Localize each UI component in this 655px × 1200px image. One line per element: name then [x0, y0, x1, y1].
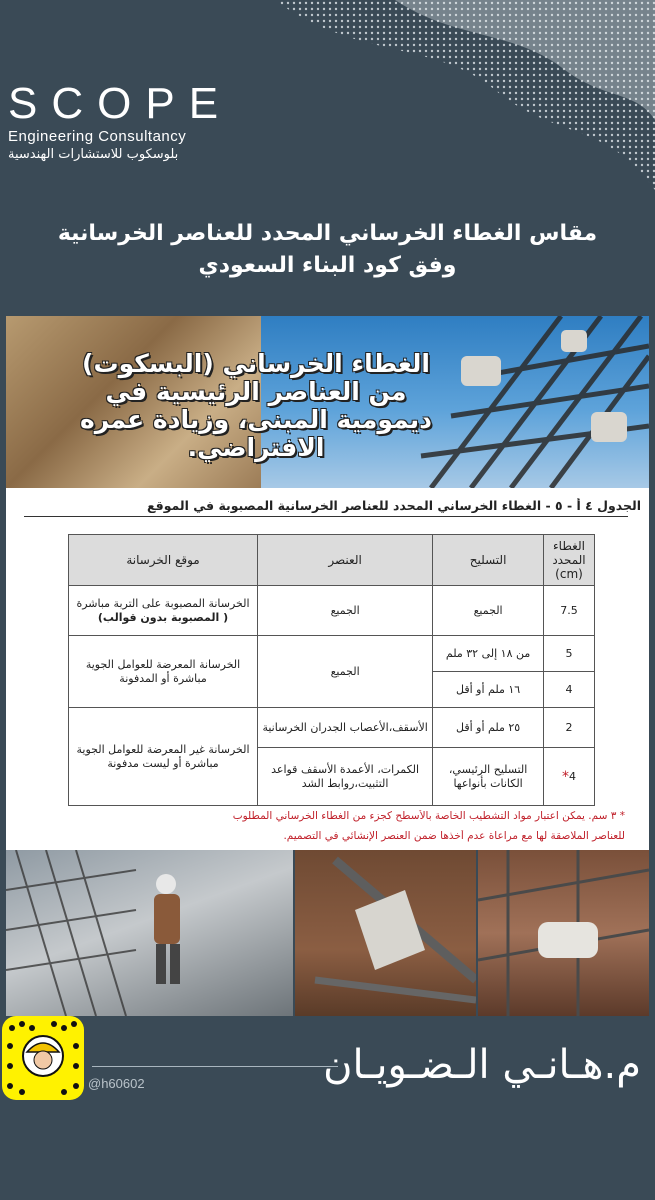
spacer-block-illustration: [295, 850, 476, 1016]
table-row: [69, 708, 595, 748]
snapchat-qr-code[interactable]: [2, 1016, 84, 1100]
table-footnote-1: * ٣ سم. يمكن اعتبار مواد التشطيب الخاصة بالأسطح كجزء من الغطاء الخرساني المطلوب: [232, 810, 625, 822]
header-reinforcement: التسليح: [433, 535, 544, 586]
table-header-row: [69, 535, 595, 586]
header-cover-label: الغطاء المحدد: [552, 539, 586, 567]
rebar-grid-illustration: [6, 850, 293, 1016]
top-photo-banner: [6, 316, 649, 488]
snapcode-icon: [2, 1016, 84, 1100]
logo-word: SCOPE: [8, 79, 233, 128]
caption-line-4: الافتراضي.: [187, 433, 325, 462]
table-row: [69, 586, 595, 636]
cell-location: [69, 586, 258, 636]
author-signature: م.هـانـي الـضـويـان: [323, 1042, 641, 1088]
bottom-photo-strip: [6, 850, 649, 1016]
header-cover: [544, 535, 595, 586]
spacer-on-rebar-photo: [478, 850, 649, 1016]
scope-logo: [8, 79, 233, 162]
rebar-wall-worker-photo: [6, 850, 293, 1016]
rebar-spacer-illustration: [478, 850, 649, 1016]
table-title: الجدول ٤ أ - ٥ - الغطاء الخرساني المحدد للعناصر الخرسانية المصبوبة في الموقع: [146, 498, 641, 513]
cell-cover: [544, 748, 595, 806]
cell-cover: 7.5: [544, 586, 595, 636]
cell-element: الجميع: [258, 636, 433, 708]
cell-element: الجميع: [258, 586, 433, 636]
cell-element: الأسقف،الأعصاب الجدران الخرسانية: [258, 708, 433, 748]
cell-cover: 5: [544, 636, 595, 672]
cell-cover: 2: [544, 708, 595, 748]
logo-subtitle: Engineering Consultancy: [8, 128, 187, 145]
cell-location: الخرسانة المعرضة للعوامل الجوية مباشرة أو المدفونة: [69, 636, 258, 708]
logo-subtitle-arabic: بلوسكوب للاستشارات الهندسية: [8, 147, 179, 162]
cell-location-text: الخرسانة المصبوبة على التربة مباشرة: [76, 596, 250, 610]
photo-caption: [66, 350, 446, 462]
cell-element: الكمرات، الأعمدة الأسقف قواعد التثبيت،روابط الشد: [258, 748, 433, 806]
signature-divider: [92, 1066, 338, 1067]
table-row: [69, 636, 595, 672]
header-location: موقع الخرسانة: [69, 535, 258, 586]
page-headline: [0, 218, 655, 282]
caption-line-3: ديمومية المبنى، وزيادة عمره: [80, 405, 432, 434]
header-element: العنصر: [258, 535, 433, 586]
table-footnote-2: للعناصر الملاصقة لها مع مراعاة عدم أخذها ضمن العنصر الإنشائي في التصميم.: [283, 830, 625, 842]
headline-line-2: وفق كود البناء السعودي: [198, 253, 457, 278]
cell-reinforcement: التسليح الرئيسي، الكانات بأنواعها: [433, 748, 544, 806]
cell-cover: 4: [544, 672, 595, 708]
cell-reinforcement: ١٦ ملم أو أقل: [433, 672, 544, 708]
cell-reinforcement: الجميع: [433, 586, 544, 636]
cell-reinforcement: من ١٨ إلى ٣٢ ملم: [433, 636, 544, 672]
cell-reinforcement: ٢٥ ملم أو أقل: [433, 708, 544, 748]
title-divider: [24, 516, 628, 517]
cover-value: 4: [569, 769, 576, 783]
concrete-spacer-photo: [295, 850, 476, 1016]
concrete-cover-table: [68, 534, 595, 806]
snapchat-handle: @h60602: [88, 1076, 145, 1091]
cell-location: الخرسانة غير المعرضة للعوامل الجوية مباشرة أو ليست مدفونة: [69, 708, 258, 806]
caption-line-1: الغطاء الخرساني (البسكوت): [82, 349, 430, 378]
headline-line-1: مقاس الغطاء الخرساني المحدد للعناصر الخرسانية: [57, 221, 598, 246]
header-cover-unit: (cm): [555, 567, 583, 581]
caption-line-2: من العناصر الرئيسية في: [105, 377, 407, 406]
asterisk-mark: *: [562, 768, 569, 785]
cell-location-note: ( المصبوبة بدون قوالب): [97, 610, 229, 624]
concrete-cover-table-panel: [6, 488, 649, 850]
